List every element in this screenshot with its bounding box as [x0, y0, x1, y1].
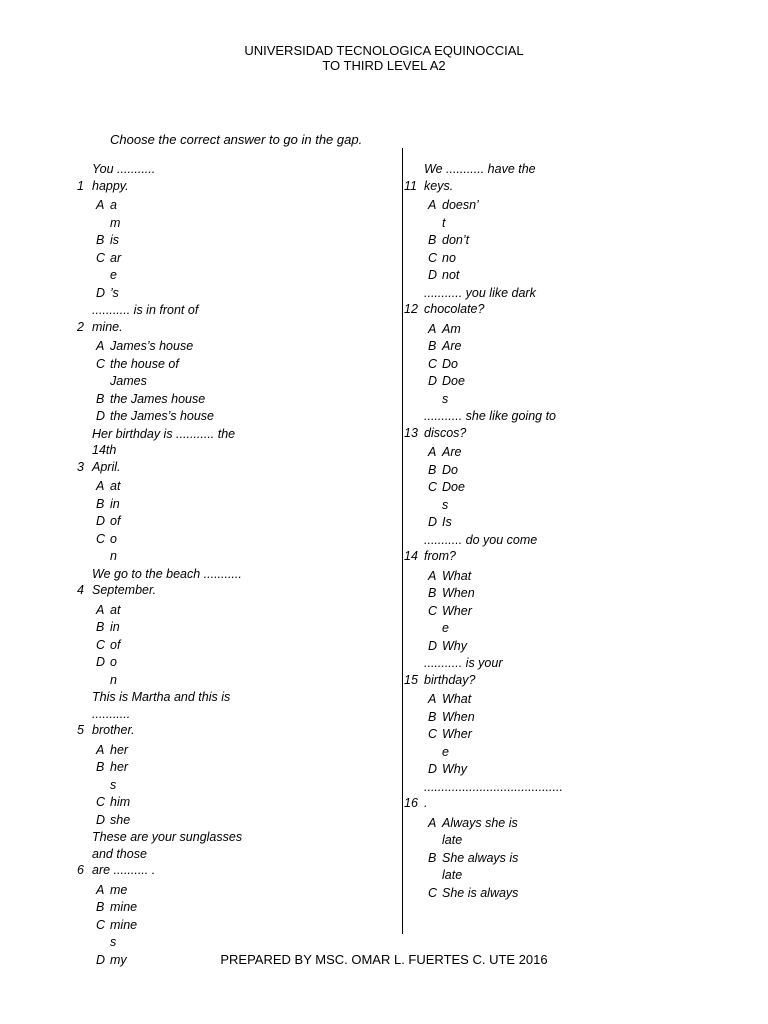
option-text — [442, 232, 469, 250]
option-text — [442, 603, 472, 638]
option-text-line: she — [110, 812, 131, 827]
option-text-line: in — [110, 496, 120, 511]
answer-option[interactable] — [428, 232, 702, 250]
answer-option[interactable] — [428, 250, 702, 268]
question-number: 4 — [77, 583, 84, 597]
option-text — [442, 568, 471, 586]
option-text-line: a — [110, 198, 117, 212]
instruction-text: Choose the correct answer to go in the gap. — [110, 132, 363, 147]
option-text — [442, 197, 479, 232]
answer-option[interactable] — [96, 917, 370, 952]
option-letter: B — [428, 850, 437, 865]
answer-option[interactable] — [428, 885, 702, 903]
option-text-line: Do — [442, 462, 458, 477]
question-stem-line: chocolate? — [424, 302, 485, 316]
answer-option[interactable] — [428, 338, 702, 356]
answer-option[interactable] — [96, 531, 370, 566]
question-item — [70, 689, 370, 829]
option-text-line: Always she is — [442, 815, 518, 830]
answer-option[interactable] — [428, 761, 702, 779]
question-stem-line: We go to the beach ........... — [92, 566, 242, 581]
option-letter: D — [428, 762, 438, 776]
answer-option[interactable] — [428, 585, 702, 603]
option-letter: A — [96, 339, 105, 353]
option-text — [110, 794, 130, 812]
option-text — [442, 726, 472, 761]
answer-option[interactable] — [96, 338, 370, 356]
option-text-line: m — [110, 215, 121, 230]
question-stem-line: ........... you like dark — [424, 285, 536, 300]
option-letter: D — [96, 514, 106, 528]
option-text-line: doesn’ — [442, 198, 479, 212]
option-text — [442, 885, 518, 903]
option-text-line: When — [442, 709, 475, 724]
option-text — [442, 250, 456, 268]
option-text-line: of — [110, 514, 121, 528]
answer-option[interactable] — [96, 794, 370, 812]
option-text-line: s — [442, 497, 449, 512]
answer-option[interactable] — [96, 408, 370, 426]
answer-options — [402, 444, 702, 532]
option-letter: C — [96, 917, 106, 932]
answer-option[interactable] — [428, 479, 702, 514]
option-text-line: Doe — [442, 374, 465, 388]
option-text — [110, 478, 120, 496]
option-text — [110, 232, 119, 250]
footer-credit: PREPARED BY MSC. OMAR L. FUERTES C. UTE 2016 — [220, 952, 548, 967]
option-text-line: Why — [442, 762, 467, 776]
option-text — [110, 654, 117, 689]
option-text — [442, 444, 461, 462]
question-item — [402, 285, 702, 409]
answer-option[interactable] — [96, 232, 370, 250]
question-number: 1 — [77, 178, 84, 193]
answer-option[interactable] — [96, 478, 370, 496]
option-letter: D — [96, 655, 106, 669]
question-stem — [77, 161, 252, 194]
answer-option[interactable] — [96, 356, 370, 391]
option-text-line: s — [110, 777, 117, 792]
option-letter: B — [96, 900, 105, 914]
answer-option[interactable] — [428, 709, 702, 727]
question-stem-line: April. — [92, 459, 121, 474]
answer-options — [70, 197, 370, 302]
option-text — [442, 761, 467, 779]
answer-option[interactable] — [428, 462, 702, 480]
option-text-line: What — [442, 692, 472, 706]
option-text-line: When — [442, 586, 475, 600]
answer-option[interactable] — [96, 637, 370, 655]
option-letter: A — [428, 815, 437, 830]
option-text-line: in — [110, 620, 120, 634]
option-letter: A — [96, 882, 105, 897]
option-letter: C — [428, 250, 438, 265]
answer-option[interactable] — [96, 899, 370, 917]
question-item — [402, 161, 702, 285]
option-text — [442, 338, 461, 356]
left-question-column — [70, 161, 370, 969]
option-letter: C — [96, 795, 106, 809]
question-stem — [404, 285, 584, 318]
answer-option[interactable] — [428, 514, 702, 532]
question-stem-line: ........... she like going to — [424, 409, 557, 423]
answer-option[interactable] — [96, 496, 370, 514]
option-letter: D — [428, 268, 438, 282]
answer-options — [402, 691, 702, 779]
option-text — [442, 321, 461, 339]
answer-options — [70, 602, 370, 690]
question-item — [70, 566, 370, 690]
option-text-line: e — [110, 268, 117, 282]
option-text-line: mine — [110, 917, 138, 932]
option-text — [442, 267, 459, 285]
option-letter: B — [96, 391, 105, 406]
question-stem-line: keys. — [424, 178, 454, 193]
question-number: 12 — [404, 302, 418, 316]
answer-option[interactable] — [428, 726, 702, 761]
header-subtitle: TO THIRD LEVEL A2 — [322, 58, 446, 73]
option-text — [110, 637, 120, 655]
question-number: 14 — [404, 549, 418, 563]
option-letter: A — [428, 692, 437, 706]
option-letter: A — [96, 479, 105, 493]
question-stem-line: ........... is your — [424, 656, 503, 670]
option-letter: C — [96, 356, 106, 371]
question-number: 3 — [77, 459, 84, 474]
answer-option[interactable] — [428, 603, 702, 638]
option-text-line: o — [110, 655, 117, 669]
question-stem-line: This is Martha and this is ........... — [92, 690, 231, 721]
option-letter: B — [96, 496, 105, 511]
answer-options — [402, 321, 702, 409]
answer-option[interactable] — [96, 285, 370, 303]
option-text — [442, 373, 465, 408]
question-stem-line: ........... do you come — [424, 532, 538, 547]
option-letter: B — [428, 462, 437, 477]
question-stem — [77, 566, 252, 599]
answer-option[interactable] — [428, 267, 702, 285]
option-letter: B — [96, 760, 105, 774]
question-number: 11 — [404, 178, 417, 193]
question-stem — [404, 779, 584, 812]
option-text-line: late — [442, 833, 463, 847]
answer-options — [70, 742, 370, 830]
option-text — [442, 850, 518, 885]
option-text — [110, 197, 120, 232]
answer-option[interactable] — [96, 197, 370, 232]
option-text-line: me — [110, 882, 128, 897]
question-stem-line: discos? — [424, 425, 467, 440]
option-text — [110, 917, 137, 952]
answer-options — [402, 197, 702, 285]
question-number: 16 — [404, 796, 418, 810]
question-item — [70, 426, 370, 566]
option-text-line: at — [110, 602, 121, 617]
option-letter: A — [428, 198, 437, 212]
option-letter: B — [428, 586, 437, 600]
option-text-line: the James’s house — [110, 409, 214, 423]
answer-option[interactable] — [428, 691, 702, 709]
answer-option[interactable] — [96, 602, 370, 620]
option-text — [110, 250, 121, 285]
answer-option[interactable] — [428, 568, 702, 586]
option-text-line: of — [110, 637, 121, 652]
option-letter: C — [428, 480, 438, 494]
answer-options — [70, 338, 370, 426]
option-text-line: e — [442, 744, 449, 759]
question-item — [402, 532, 702, 656]
option-letter: C — [96, 637, 106, 652]
question-number: 2 — [77, 319, 84, 334]
question-item — [402, 408, 702, 532]
answer-options — [402, 568, 702, 656]
question-item — [402, 655, 702, 779]
answer-options — [70, 478, 370, 566]
question-stem-line: Her birthday is ........... the 14th — [92, 426, 236, 457]
question-stem-line: mine. — [92, 319, 123, 334]
option-text-line: mine — [110, 900, 138, 914]
option-text-line: at — [110, 479, 121, 493]
option-text-line: She is always — [442, 885, 519, 900]
option-letter: C — [428, 885, 438, 900]
option-text — [110, 285, 119, 303]
question-item — [70, 302, 370, 426]
question-number: 6 — [77, 863, 84, 877]
option-text-line: Are — [442, 339, 462, 353]
option-letter: D — [428, 515, 438, 529]
option-text-line: no — [442, 250, 456, 265]
answer-option[interactable] — [428, 321, 702, 339]
answer-option[interactable] — [96, 812, 370, 830]
option-text — [110, 513, 120, 531]
option-text-line: don’t — [442, 233, 470, 247]
header-title: UNIVERSIDAD TECNOLOGICA EQUINOCCIAL — [244, 43, 524, 58]
option-letter: B — [428, 339, 437, 353]
question-stem — [77, 689, 252, 739]
option-text — [442, 709, 475, 727]
question-item — [70, 161, 370, 302]
question-stem-line: September. — [92, 583, 157, 597]
option-text — [110, 899, 137, 917]
question-stem — [404, 532, 584, 565]
question-stem — [77, 829, 252, 879]
option-letter: B — [428, 709, 437, 724]
question-stem — [77, 426, 252, 476]
option-text-line: Wher — [442, 727, 472, 741]
option-letter: D — [96, 285, 106, 300]
option-letter: A — [428, 321, 437, 336]
answer-option[interactable] — [96, 250, 370, 285]
option-text — [110, 742, 128, 760]
option-text — [442, 691, 471, 709]
question-stem-line: are .......... . — [92, 863, 156, 877]
option-text — [442, 462, 458, 480]
question-stem-line: from? — [424, 549, 456, 563]
question-stem-line: These are your sunglasses and those — [92, 830, 243, 861]
option-text-line: Is — [442, 515, 452, 529]
answer-option[interactable] — [428, 373, 702, 408]
option-text — [110, 602, 120, 620]
option-text-line: Do — [442, 356, 458, 371]
option-letter: A — [428, 568, 437, 583]
answer-option[interactable] — [96, 391, 370, 409]
option-text-line: ’s — [110, 285, 119, 300]
option-text — [442, 514, 452, 532]
option-text-line: She always is — [442, 850, 519, 865]
option-text-line: her — [110, 742, 129, 757]
option-letter: B — [96, 620, 105, 634]
answer-option[interactable] — [428, 444, 702, 462]
question-stem-line: happy. — [92, 178, 129, 193]
option-text — [110, 496, 120, 514]
option-text-line: n — [110, 549, 117, 563]
question-stem-line: ........... is in front of — [92, 303, 199, 317]
option-text-line: What — [442, 568, 472, 583]
question-stem-line: . — [424, 796, 428, 810]
question-stem — [404, 408, 584, 441]
option-letter: C — [96, 250, 106, 265]
option-letter: A — [96, 198, 105, 212]
option-text — [110, 882, 127, 900]
option-text — [110, 619, 120, 637]
question-stem — [404, 655, 584, 688]
question-number: 15 — [404, 672, 418, 687]
option-letter: C — [428, 727, 438, 741]
option-text — [110, 391, 205, 409]
question-stem-line: You ........... — [92, 162, 156, 176]
option-text-line: late — [442, 868, 463, 882]
option-letter: D — [96, 812, 106, 827]
answer-option[interactable] — [96, 742, 370, 760]
option-text-line: the James house — [110, 391, 206, 406]
option-text — [442, 356, 458, 374]
option-text — [442, 585, 475, 603]
question-number: 13 — [404, 425, 418, 440]
option-letter: A — [96, 602, 105, 617]
option-text-line: t — [442, 215, 446, 230]
answer-option[interactable] — [428, 197, 702, 232]
option-text-line: Wher — [442, 603, 472, 618]
option-text — [442, 479, 465, 514]
option-letter: A — [96, 742, 105, 757]
option-letter: C — [428, 603, 438, 618]
right-question-column — [402, 161, 702, 902]
answer-options — [402, 815, 702, 903]
option-text-line: e — [442, 621, 449, 635]
question-stem-line: birthday? — [424, 672, 476, 687]
question-stem — [404, 161, 584, 194]
answer-option[interactable] — [96, 654, 370, 689]
option-letter: B — [96, 233, 105, 247]
option-text — [110, 338, 193, 356]
option-letter: B — [428, 233, 437, 247]
option-letter: D — [96, 952, 106, 967]
option-text-line: her — [110, 760, 129, 774]
question-stem-line: brother. — [92, 723, 135, 737]
question-item — [70, 829, 370, 969]
question-stem-line: ........................................ — [424, 779, 563, 794]
option-text-line: s — [110, 935, 117, 949]
option-letter: C — [428, 356, 438, 371]
answer-option[interactable] — [96, 759, 370, 794]
option-text — [110, 408, 214, 426]
option-text-line: n — [110, 672, 117, 687]
option-text-line: Are — [442, 445, 462, 459]
option-text-line: is — [110, 233, 120, 247]
option-text-line: him — [110, 795, 131, 809]
answer-option[interactable] — [96, 619, 370, 637]
option-text — [110, 356, 179, 391]
option-text-line: o — [110, 531, 117, 546]
answer-option[interactable] — [96, 513, 370, 531]
option-text-line: s — [442, 391, 449, 406]
option-text — [110, 759, 128, 794]
option-text — [110, 812, 130, 830]
option-letter: D — [428, 374, 438, 388]
option-text-line: James’s house — [110, 339, 194, 353]
answer-option[interactable] — [428, 815, 702, 850]
option-letter: A — [428, 445, 437, 459]
answer-option[interactable] — [428, 356, 702, 374]
option-text-line: ar — [110, 250, 122, 265]
option-text-line: the house of — [110, 356, 179, 371]
option-letter: D — [428, 638, 438, 653]
answer-option[interactable] — [96, 882, 370, 900]
question-stem — [77, 302, 252, 335]
option-text-line: not — [442, 268, 460, 282]
answer-option[interactable] — [428, 850, 702, 885]
option-letter: C — [96, 531, 106, 546]
question-stem-line: We ........... have the — [424, 162, 536, 176]
option-text — [110, 531, 117, 566]
question-number: 5 — [77, 723, 84, 737]
option-text-line: my — [110, 952, 127, 967]
option-text — [442, 815, 518, 850]
answer-option[interactable] — [428, 638, 702, 656]
option-letter: D — [96, 409, 106, 423]
option-text-line: Why — [442, 638, 467, 653]
question-item — [402, 779, 702, 903]
option-text-line: Doe — [442, 480, 465, 494]
option-text — [442, 638, 467, 656]
option-text-line: Am — [442, 321, 461, 336]
option-text-line: James — [110, 374, 147, 388]
